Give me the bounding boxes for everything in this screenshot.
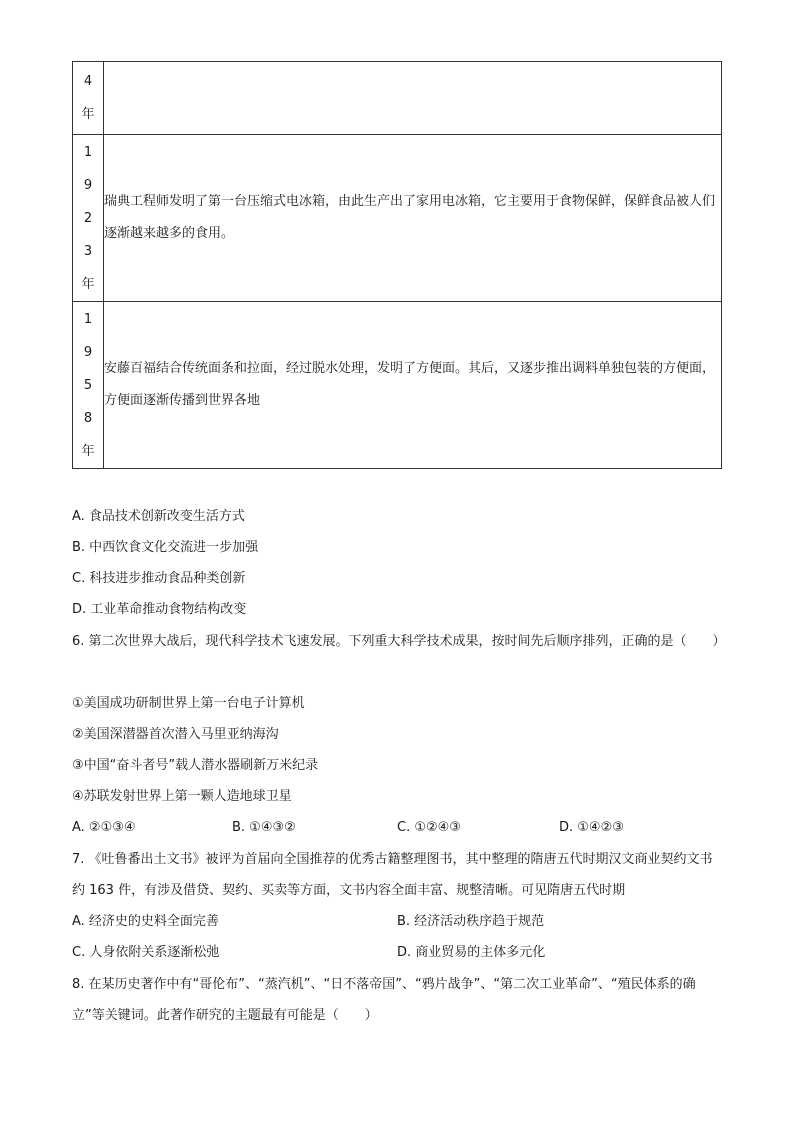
- year-char: 1: [83, 311, 93, 327]
- year-char: 2: [83, 210, 93, 226]
- q7-option-c: C. 人身依附关系逐渐松弛: [72, 945, 220, 960]
- table-row: [73, 135, 722, 302]
- year-char: 1: [83, 144, 93, 160]
- q7-option-a: A. 经济史的史料全面完善: [72, 914, 219, 929]
- q6-item-1: ①美国成功研制世界上第一台电子计算机: [72, 696, 305, 711]
- q6-option-c: C. ①②④③: [397, 820, 461, 835]
- q6-option-a: A. ②①③④: [72, 820, 136, 835]
- q7-stem: 7. 《吐鲁番出土文书》被评为首届向全国推荐的优秀古籍整理图书，其中整理的隋唐五代时期汉文商业契约文书约 163 件，有涉及借贷、契约、买卖等方面，文书内容全面丰富、规整清晰。可见隋唐五代时期: [72, 852, 713, 898]
- year-char: 年: [81, 443, 95, 459]
- q6-item-4: ④苏联发射世界上第一颗人造地球卫星: [72, 789, 292, 804]
- q5-option-c: C. 科技进步推动食品种类创新: [72, 571, 246, 586]
- q6-option-d: D. ①④②③: [559, 820, 624, 835]
- q5-option-a: A. 食品技术创新改变生活方式: [72, 509, 245, 524]
- q8-stem: 8. 在某历史著作中有“哥伦布”、“蒸汽机”、“日不落帝国”、“鸦片战争”、“第二次工业革命”、“殖民体系的确立”等关键词。此著作研究的主题最有可能是（ ）: [72, 977, 696, 1023]
- q6-stem: 6. 第二次世界大战后，现代科学技术飞速发展。下列重大科学技术成果，按时间先后顺序排列，正确的是（ ）: [72, 634, 726, 649]
- table-row: [73, 62, 722, 135]
- year-char: 8: [83, 410, 93, 426]
- q7-option-d: D. 商业贸易的主体多元化: [397, 945, 546, 960]
- description-cell: [104, 62, 722, 135]
- year-char: 5: [83, 377, 93, 393]
- table-row: [73, 302, 722, 469]
- q6-option-b: B. ①④③②: [232, 820, 296, 835]
- year-char: 4: [83, 74, 93, 89]
- year-char: 9: [83, 177, 93, 193]
- year-char: 3: [83, 243, 93, 259]
- q7-option-b: B. 经济活动秩序趋于规范: [397, 914, 545, 929]
- year-char: 年: [81, 107, 95, 122]
- q6-item-2: ②美国深潜器首次潜入马里亚纳海沟: [72, 727, 279, 742]
- timeline-table: [72, 61, 722, 469]
- year-cell: [73, 302, 104, 469]
- q6-item-3: ③中国“奋斗者号”载人潜水器刷新万米纪录: [72, 758, 319, 773]
- year-char: 年: [81, 276, 95, 292]
- description-cell: 安藤百福结合传统面条和拉面，经过脱水处理，发明了方便面。其后，又逐步推出调料单独包装的方便面，方便面逐渐传播到世界各地: [104, 302, 722, 469]
- q5-option-d: D. 工业革命推动食物结构改变: [72, 602, 247, 617]
- description-cell: 瑞典工程师发明了第一台压缩式电冰箱，由此生产出了家用电冰箱，它主要用于食物保鲜，保鲜食品被人们逐渐越来越多的食用。: [104, 135, 722, 302]
- year-cell: [73, 62, 104, 135]
- q5-option-b: B. 中西饮食文化交流进一步加强: [72, 540, 259, 555]
- year-char: 9: [83, 344, 93, 360]
- year-cell: [73, 135, 104, 302]
